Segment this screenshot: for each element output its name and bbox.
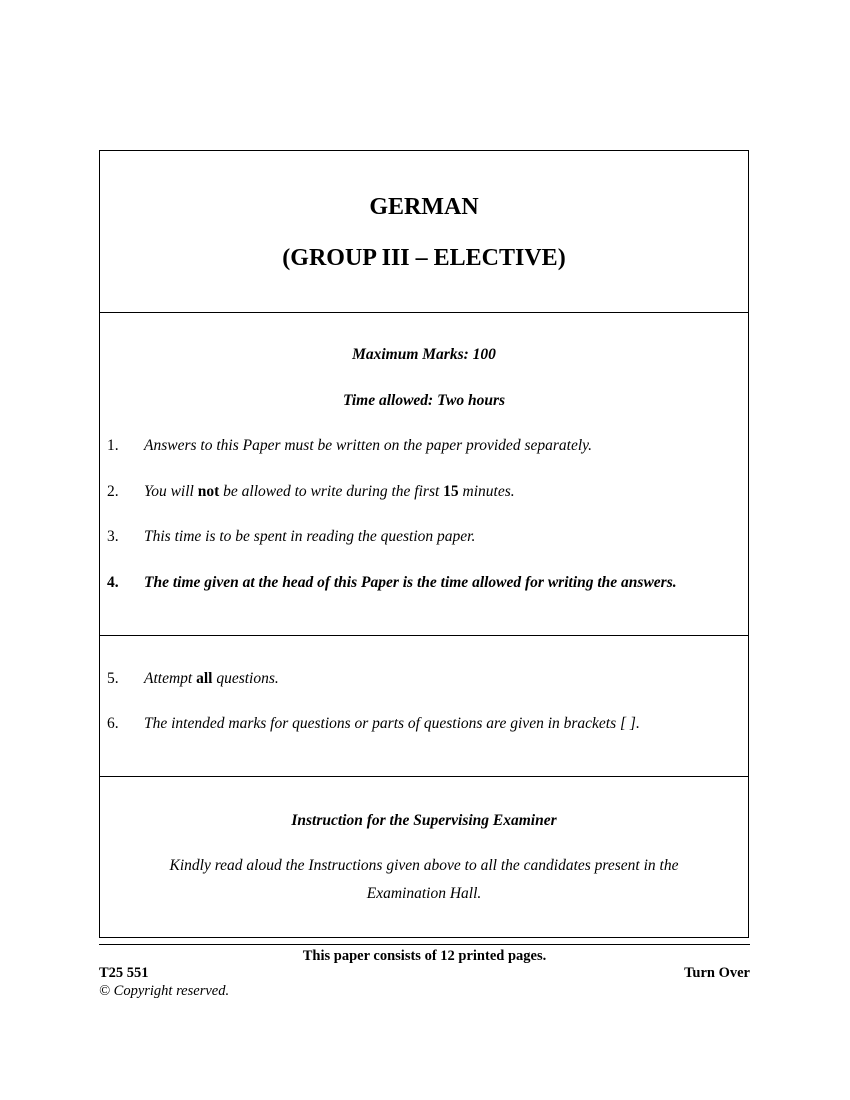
supervisor-section: [100, 777, 748, 937]
instruction-text-part: minutes.: [458, 483, 515, 500]
instruction-number: 3.: [107, 528, 119, 545]
instruction-emphasis: all: [196, 670, 213, 687]
instruction-text: The intended marks for questions or parts of questions are given in brackets [ ].: [144, 715, 640, 732]
turn-over-label: Turn Over: [684, 965, 750, 981]
instruction-text-part: be allowed to write during the first: [219, 483, 444, 500]
title-section: [100, 151, 748, 313]
instruction-number: 6.: [107, 715, 119, 732]
instruction-item: [107, 437, 592, 455]
exam-cover-frame: [99, 150, 749, 938]
instruction-text: The time given at the head of this Paper is the time allowed for writing the answers.: [144, 574, 677, 591]
instruction-text-part: questions.: [212, 670, 279, 687]
time-allowed: Time allowed: Two hours: [342, 392, 506, 409]
instruction-item: [107, 483, 515, 501]
supervisor-text: Kindly read aloud the Instructions given above to all the candidates present in the Examination Hall.: [169, 857, 679, 902]
instruction-text-part: You will: [144, 483, 198, 500]
paper-code: T25 551: [99, 965, 149, 981]
instruction-number: 4.: [107, 574, 119, 591]
instruction-number: 2.: [107, 483, 119, 500]
footer-divider: [99, 944, 750, 945]
page-count-note: This paper consists of 12 printed pages.: [302, 948, 547, 964]
group-title: (GROUP III – ELECTIVE): [282, 245, 566, 271]
instruction-item: [107, 528, 475, 546]
maximum-marks: Maximum Marks: 100: [352, 346, 496, 363]
general-instructions-section: [100, 636, 748, 777]
instruction-item: [107, 715, 640, 733]
instruction-emphasis: not: [197, 483, 220, 500]
instruction-emphasis: 15: [443, 483, 459, 500]
instructions-section: [100, 313, 748, 636]
copyright-notice: © Copyright reserved.: [99, 983, 230, 999]
subject-title: GERMAN: [369, 194, 479, 220]
instruction-text-part: Attempt: [144, 670, 197, 687]
instruction-item: [107, 574, 677, 592]
instruction-text: This time is to be spent in reading the question paper.: [144, 528, 476, 545]
instruction-item: [107, 670, 279, 688]
instruction-number: 5.: [107, 670, 119, 687]
instruction-number: 1.: [107, 437, 119, 454]
supervisor-heading: Instruction for the Supervising Examiner: [291, 812, 557, 829]
instruction-text: Answers to this Paper must be written on the paper provided separately.: [144, 437, 593, 454]
